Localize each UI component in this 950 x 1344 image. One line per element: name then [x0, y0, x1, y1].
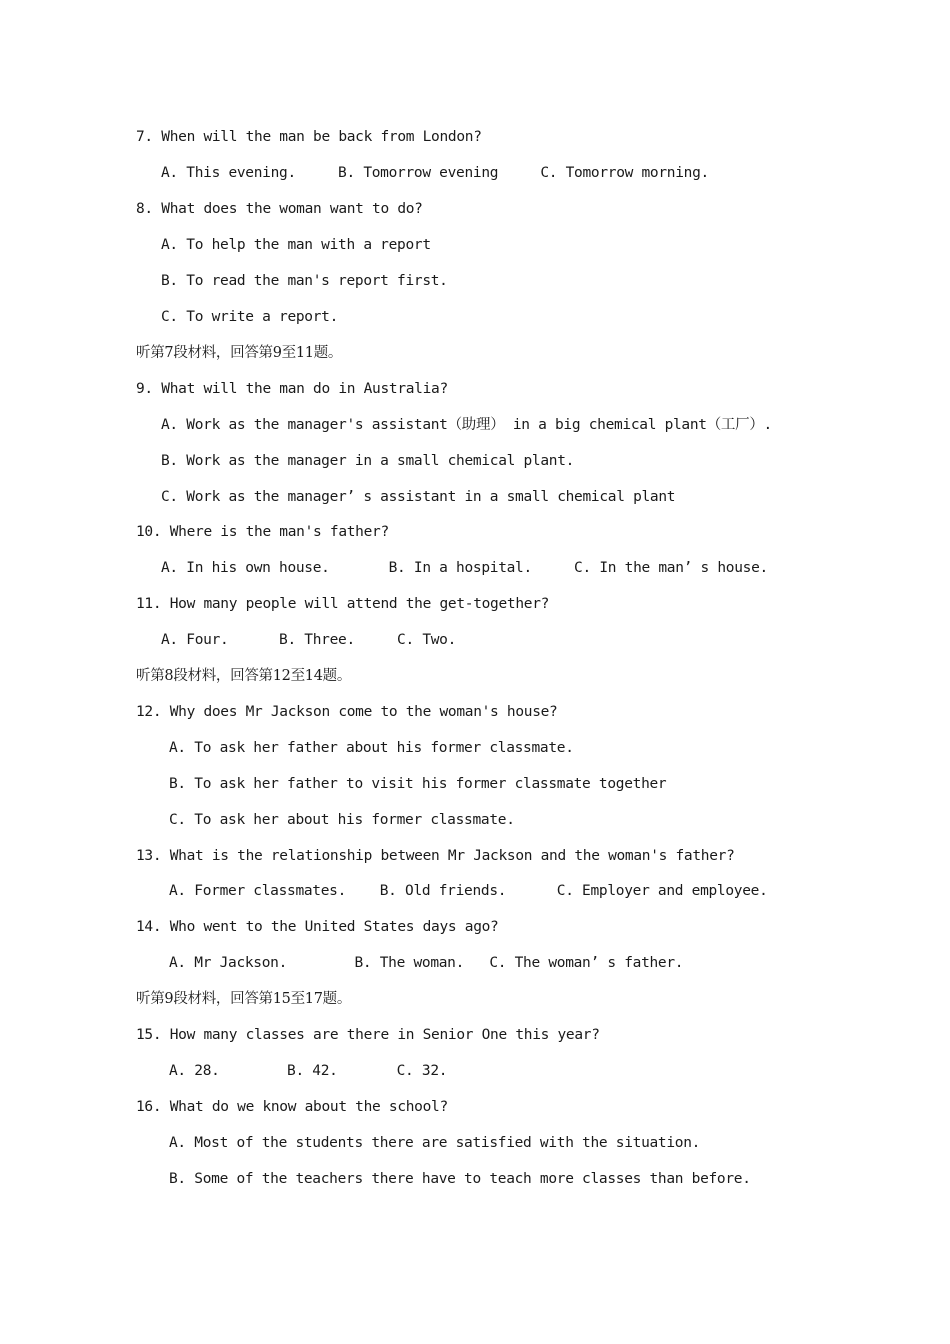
question-11-options: A. Four. B. Three. C. Two. [161, 632, 457, 648]
question-7: 7. When will the man be back from London? [136, 129, 482, 145]
question-15: 15. How many classes are there in Senior One this year? [136, 1027, 600, 1043]
section-8-instruction: 听第8段材料，回答第12至14题。 [136, 668, 352, 684]
question-16: 16. What do we know about the school? [136, 1099, 448, 1115]
question-14-options: A. Mr Jackson. B. The woman. C. The woman’ s father. [169, 955, 684, 971]
question-8: 8. What does the woman want to do? [136, 201, 423, 217]
question-9-option-b: B. Work as the manager in a small chemical plant. [161, 453, 575, 469]
question-16-option-b: B. Some of the teachers there have to teach more classes than before. [169, 1171, 751, 1187]
section-9-instruction: 听第9段材料，回答第15至17题。 [136, 991, 352, 1007]
question-16-option-a: A. Most of the students there are satisfied with the situation. [169, 1135, 701, 1151]
question-8-option-c: C. To write a report. [161, 309, 339, 325]
question-13-options: A. Former classmates. B. Old friends. C. Employer and employee. [169, 883, 768, 899]
question-9: 9. What will the man do in Australia? [136, 381, 448, 397]
question-10-options: A. In his own house. B. In a hospital. C. In the man’ s house. [161, 560, 768, 576]
section-7-instruction: 听第7段材料，回答第9至11题。 [136, 345, 343, 361]
question-15-options: A. 28. B. 42. C. 32. [169, 1063, 448, 1079]
question-8-option-a: A. To help the man with a report [161, 237, 431, 253]
question-14: 14. Who went to the United States days ago? [136, 919, 499, 935]
question-12-option-b: B. To ask her father to visit his former classmate together [169, 776, 667, 792]
question-9-option-c: C. Work as the manager’ s assistant in a small chemical plant [161, 489, 676, 505]
question-10: 10. Where is the man's father? [136, 524, 389, 540]
question-12: 12. Why does Mr Jackson come to the woman's house? [136, 704, 558, 720]
question-11: 11. How many people will attend the get-together? [136, 596, 550, 612]
question-12-option-a: A. To ask her father about his former classmate. [169, 740, 574, 756]
question-13: 13. What is the relationship between Mr Jackson and the woman's father? [136, 848, 735, 864]
question-7-options: A. This evening. B. Tomorrow evening C. Tomorrow morning. [161, 165, 709, 181]
question-12-option-c: C. To ask her about his former classmate. [169, 812, 515, 828]
question-9-option-a: A. Work as the manager's assistant（助理） in a big chemical plant（工厂）. [161, 417, 772, 433]
question-8-option-b: B. To read the man's report first. [161, 273, 448, 289]
